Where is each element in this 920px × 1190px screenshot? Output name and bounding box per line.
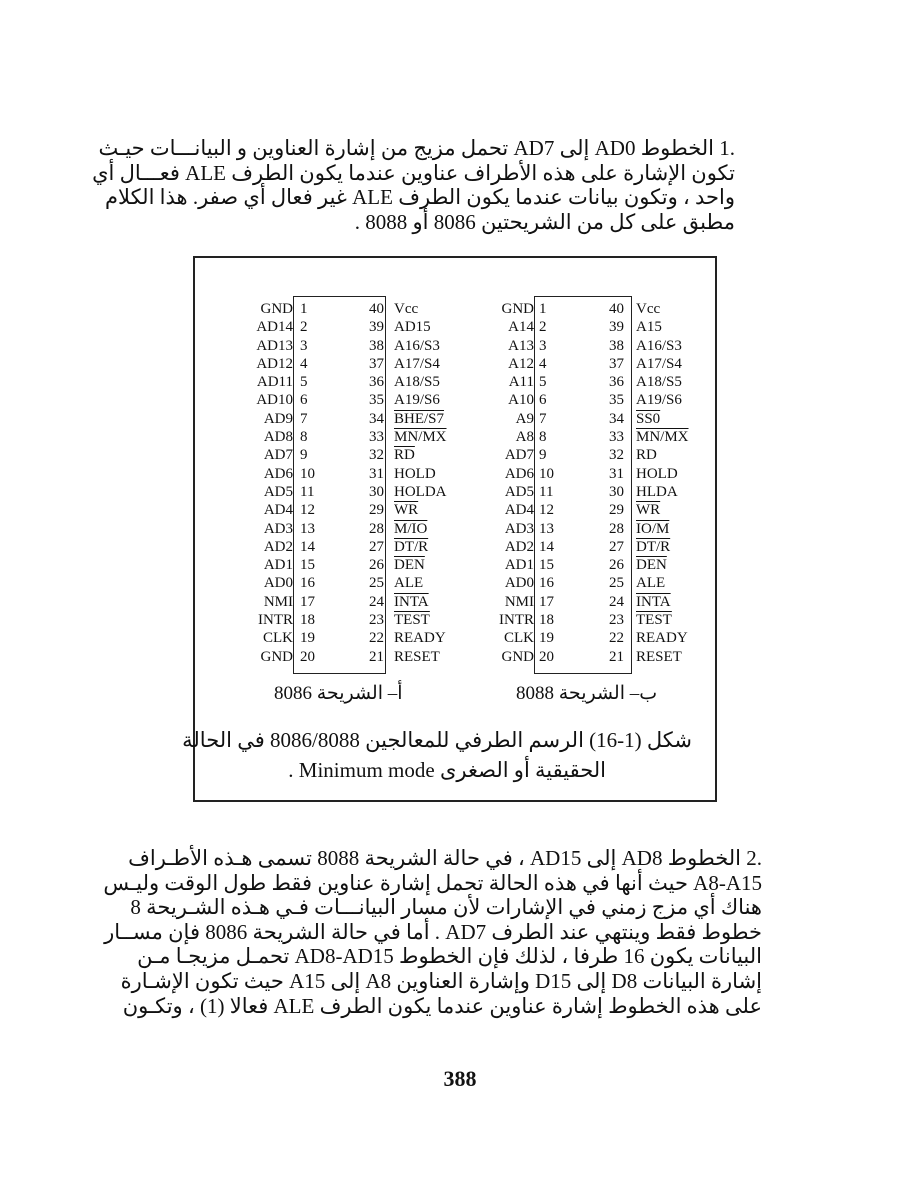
pin-label: AD4	[263, 502, 293, 519]
pin-label: AD3	[504, 520, 534, 537]
pin-label: 26	[369, 557, 384, 574]
pin-label: $\overline{RD}$	[394, 447, 415, 464]
pin-label: AD11	[256, 374, 293, 391]
pin-label: AD1	[504, 557, 534, 574]
pin-label: RD	[636, 447, 657, 464]
pin-label: MN/MX	[636, 429, 689, 446]
pin-label: AD1	[263, 557, 293, 574]
pin-label: 13	[300, 520, 315, 537]
pin-label: 38	[609, 337, 624, 354]
pin-label: AD6	[504, 465, 534, 482]
pin-label: 4	[539, 355, 547, 372]
pin-label: 2	[539, 319, 547, 336]
pin-label: INTR	[258, 612, 293, 629]
pin-label: 26	[609, 557, 624, 574]
pin-label: 36	[369, 374, 384, 391]
pin-label: 29	[609, 502, 624, 519]
pin-label: GND	[501, 648, 534, 665]
pin-label: AD14	[256, 319, 293, 336]
pin-label: A17/S4	[394, 355, 440, 372]
pin-label: 40	[609, 301, 624, 317]
pin-label: $\overline{WR}$	[394, 502, 419, 519]
text-line: مطبق على كل من الشريحتين 8086 أو 8088 .	[354, 209, 735, 234]
pin-label: 5	[539, 374, 547, 391]
pin-label: TEST	[636, 612, 672, 629]
pin-label: 25	[369, 575, 384, 592]
pin-label: A17/S4	[636, 355, 682, 372]
pin-label: 16	[300, 575, 315, 592]
pin-label: 9	[539, 447, 547, 464]
pin-label: AD7	[263, 447, 293, 464]
pin-label: A11	[508, 374, 534, 391]
pin-label: GND	[501, 301, 534, 317]
pin-label: MN/MX	[394, 429, 447, 446]
pin-label: CLK	[504, 630, 534, 647]
pin-label: A16/S3	[394, 337, 440, 354]
pin-label: 40	[369, 301, 384, 317]
pin-label: 20	[539, 648, 554, 665]
pin-label: AD10	[256, 392, 293, 409]
pin-label: INTA	[636, 593, 671, 610]
pin-label: 16	[539, 575, 554, 592]
text-line: .1 الخطوط AD0 إلى AD7 تحمل مزيج من إشارة العناوين و البيانـــات حيـث	[98, 136, 735, 160]
chip-8088-right-pin-numbers	[596, 300, 624, 666]
pin-label: 10	[300, 465, 315, 482]
pin-label: 39	[609, 319, 624, 336]
pin-label: 35	[369, 392, 384, 409]
pin-label: AD9	[263, 410, 293, 427]
pin-label: Vcc	[636, 301, 661, 317]
pin-label: 12	[300, 502, 315, 519]
pin-label: 10	[539, 465, 554, 482]
pin-label: A10	[508, 392, 534, 409]
pin-label: 33	[609, 429, 624, 446]
pin-label: 4	[300, 355, 308, 372]
text-line: هناك أي مزج زمني في الإشارات لأن مسار البيانـــات فـي هـذه الشـريحة 8	[130, 895, 762, 920]
pin-label: GND	[260, 648, 293, 665]
pin-label: 30	[369, 483, 384, 500]
pin-label: 18	[539, 612, 554, 629]
pin-label: A9	[515, 410, 534, 427]
text-line: .2 الخطوط AD8 إلى AD15 ، في حالة الشريحة 8088 تسمى هـذه الأطـراف	[128, 846, 762, 870]
pin-label: 6	[300, 392, 308, 409]
pin-label: 3	[300, 337, 308, 354]
pin-label: DT/R	[636, 538, 671, 555]
pin-label: AD13	[256, 337, 293, 354]
pin-label: A13	[508, 337, 534, 354]
pin-label: A19/S6	[394, 392, 440, 409]
pin-label: NMI	[504, 593, 534, 610]
pin-label: 14	[539, 538, 554, 555]
pin-label: 24	[369, 593, 384, 610]
page-number: 388	[443, 1066, 477, 1091]
pin-label: 27	[369, 538, 384, 555]
text-line: إشارة البيانات D8 إلى D15 وإشارة العناوين A8 إلى A15 حيث تكون الإشـارة	[120, 968, 762, 993]
pin-label: 33	[369, 429, 384, 446]
pin-label: 22	[369, 630, 384, 647]
pin-label: ALE	[636, 575, 666, 592]
pin-label: DT/R	[394, 538, 429, 555]
pin-label: AD4	[504, 502, 534, 519]
pin-label: 20	[300, 648, 315, 665]
text-line: خطوط فقط وينتهي عند الطرف AD7 . أما في حالة الشريحة 8086 فإن مســار	[104, 919, 762, 944]
pin-label: 28	[609, 520, 624, 537]
pin-label: CLK	[263, 630, 293, 647]
pin-label: 12	[539, 502, 554, 519]
pin-label: 37	[609, 355, 624, 372]
pin-label: READY	[636, 630, 688, 647]
pin-label: 15	[300, 557, 315, 574]
pin-label: AD8	[263, 429, 293, 446]
text-line: البيانات يكون 16 طرفا ، لذلك فإن الخطوط AD8-AD15 تحمـل مزيجـا مـن	[137, 944, 762, 969]
pin-label: A12	[508, 355, 534, 372]
pin-label: 15	[539, 557, 554, 574]
text-line: على هذه الخطوط إشارة عناوين عندما يكون الطرف ALE فعالا (1) ، وتكـون	[122, 993, 762, 1018]
pin-label: 23	[609, 612, 624, 629]
pin-label: 27	[609, 538, 624, 555]
pin-label: 34	[609, 410, 624, 427]
pin-label: HOLD	[636, 465, 678, 482]
pin-label: A14	[508, 319, 534, 336]
pin-label: $\overline{DEN}$	[636, 557, 667, 574]
pin-label: HOLDA	[394, 483, 447, 500]
pin-label: 31	[609, 465, 624, 482]
pin-label: 17	[539, 593, 554, 610]
pin-label: 28	[369, 520, 384, 537]
pin-label: A8	[515, 429, 534, 446]
paragraph-2	[103, 846, 762, 1018]
pin-label: 38	[369, 337, 384, 354]
pin-label: 7	[539, 410, 547, 427]
pin-label: RESET	[394, 648, 440, 665]
pin-label: 23	[369, 612, 384, 629]
pin-label: SS0	[636, 410, 661, 427]
pin-label: 21	[609, 648, 624, 665]
pin-label: 2	[300, 319, 308, 336]
chip-8086-left-pin-numbers	[300, 300, 324, 666]
pin-label: 17	[300, 593, 315, 610]
pin-label: 6	[539, 392, 547, 409]
pin-label: 39	[369, 319, 384, 336]
pin-label: AD0	[263, 575, 293, 592]
pin-label: AD5	[504, 483, 534, 500]
pin-label: 32	[609, 447, 624, 464]
pin-label: BHE/S7	[394, 410, 445, 427]
pin-label: 14	[300, 538, 315, 555]
figure-caption-line-1: شكل (1-16) الرسم الطرفي للمعالجين 8086/8088 في الحالة	[182, 728, 692, 752]
pin-label: HOLD	[394, 465, 436, 482]
pin-label: 11	[539, 483, 554, 500]
pin-label: 8	[539, 429, 547, 446]
pin-label: READY	[394, 630, 446, 647]
pin-label: AD3	[263, 520, 293, 537]
pin-label: $\overline{DEN}$	[394, 557, 425, 574]
pin-label: AD5	[263, 483, 293, 500]
chip-8086-left-pin-names	[236, 300, 293, 666]
pin-label: 35	[609, 392, 624, 409]
paragraph-1	[92, 136, 735, 234]
chip-8086-label: أ– الشريحة 8086	[274, 683, 403, 704]
figure-caption-line-2: الحقيقية أو الصغرى Minimum mode .	[288, 758, 606, 782]
chip-8086-right-pin-numbers	[356, 300, 384, 666]
chip-8088-left-pin-names	[480, 300, 534, 666]
text-line: A8-A15 حيث أنها في هذه الحالة تحمل إشارة عناوين فقط طول الوقت وليـس	[103, 870, 762, 895]
pin-label: AD6	[263, 465, 293, 482]
pin-label: HLDA	[636, 483, 678, 500]
pin-label: AD7	[504, 447, 534, 464]
pin-label: 7	[300, 410, 308, 427]
pin-label: 32	[369, 447, 384, 464]
pin-label: 9	[300, 447, 308, 464]
pin-label: 24	[609, 593, 624, 610]
text-line: واحد ، وتكون بيانات عندما يكون الطرف ALE غير فعال أي صفر. هذا الكلام	[105, 185, 735, 210]
pin-label: 19	[300, 630, 315, 647]
pin-label: A18/S5	[394, 374, 440, 391]
pin-label: TEST	[394, 612, 430, 629]
pin-label: A18/S5	[636, 374, 682, 391]
pin-label: IO/M	[636, 520, 670, 537]
pin-label: AD2	[263, 538, 293, 555]
pin-label: AD12	[256, 355, 293, 372]
pin-label: 19	[539, 630, 554, 647]
pin-label: 8	[300, 429, 308, 446]
pin-label: A15	[636, 319, 662, 336]
pin-label: $\overline{WR}$	[636, 502, 661, 519]
pin-label: RESET	[636, 648, 682, 665]
pin-label: ALE	[394, 575, 424, 592]
pin-label: Vcc	[394, 301, 419, 317]
pin-label: 21	[369, 648, 384, 665]
pin-label: A19/S6	[636, 392, 682, 409]
pin-label: 22	[609, 630, 624, 647]
pin-label: AD15	[394, 319, 431, 336]
pin-label: 11	[300, 483, 315, 500]
pin-label: AD2	[504, 538, 534, 555]
text-line: تكون الإشارة على هذه الأطراف عناوين عندما يكون الطرف ALE فعـــال أي	[92, 160, 735, 185]
pin-label: 34	[369, 410, 384, 427]
pin-label: 25	[609, 575, 624, 592]
pin-label: INTR	[499, 612, 534, 629]
chip-8088-label: ب– الشريحة 8088	[516, 683, 658, 704]
pin-label: 29	[369, 502, 384, 519]
pin-label: 31	[369, 465, 384, 482]
pin-label: 36	[609, 374, 624, 391]
pin-label: 1	[300, 301, 308, 317]
pin-label: INTA	[394, 593, 429, 610]
chip-8088-left-pin-numbers	[539, 300, 563, 666]
pin-label: M/IO	[394, 520, 428, 537]
pin-label: 37	[369, 355, 384, 372]
pin-label: GND	[260, 301, 293, 317]
pin-label: 30	[609, 483, 624, 500]
pin-label: 1	[539, 301, 547, 317]
pin-label: AD0	[504, 575, 534, 592]
pin-label: 18	[300, 612, 315, 629]
pin-label: 13	[539, 520, 554, 537]
pin-label: A16/S3	[636, 337, 682, 354]
chip-8088-right-pin-names	[636, 300, 746, 666]
pin-label: 3	[539, 337, 547, 354]
pin-label: 5	[300, 374, 308, 391]
pin-label: NMI	[263, 593, 293, 610]
